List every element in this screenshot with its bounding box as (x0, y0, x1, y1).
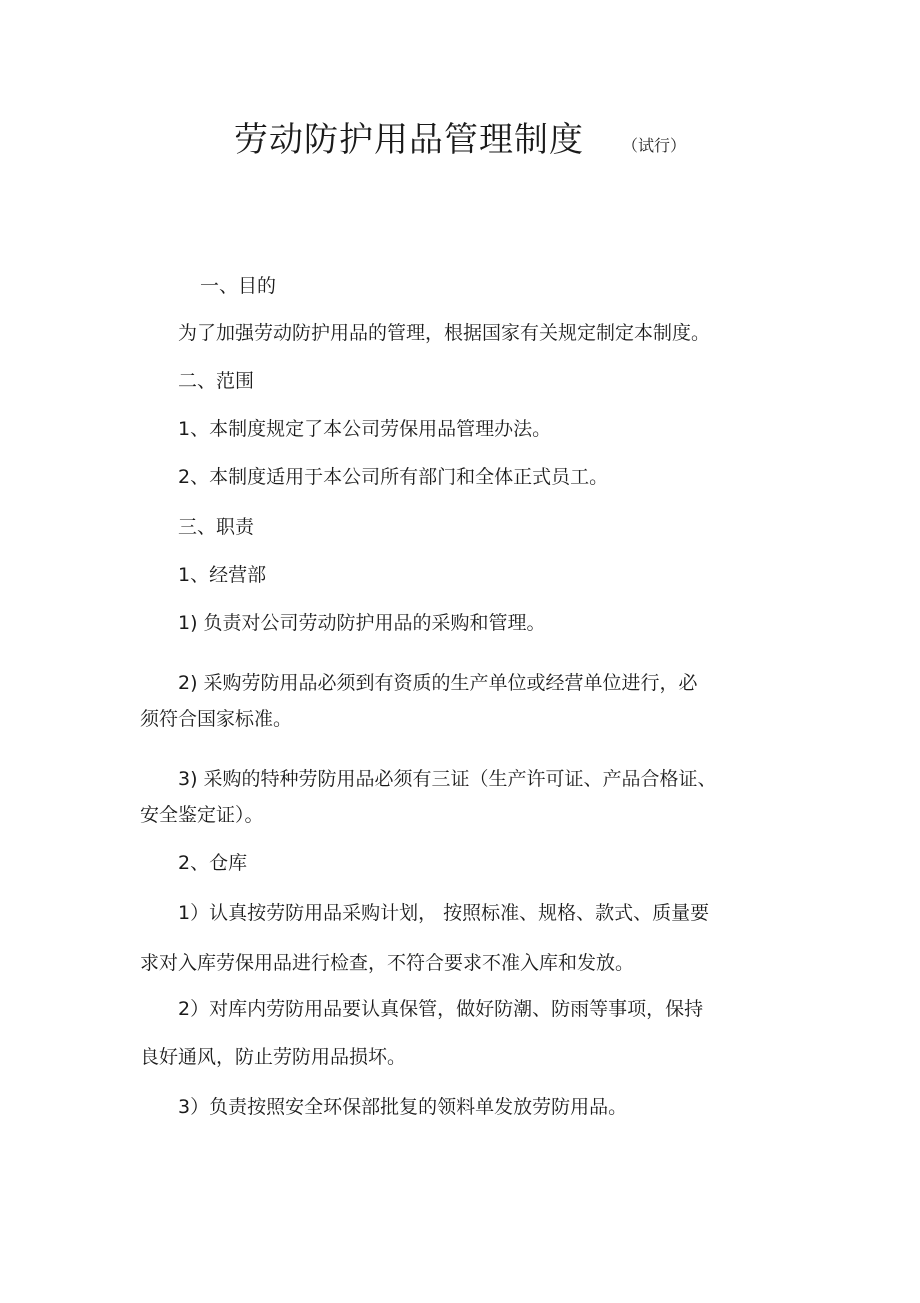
document-title: 劳动防护用品管理制度 (234, 120, 584, 160)
warehouse-item-2-cont: 良好通风，防止劳防用品损坏。 (140, 1046, 407, 1068)
scope-item-2: 2、本制度适用于本公司所有部门和全体正式员工。 (178, 466, 609, 488)
operations-item-1: 1) 负责对公司劳动防护用品的采购和管理。 (178, 612, 546, 634)
paragraph-purpose: 为了加强劳动防护用品的管理，根据国家有关规定制定本制度。 (178, 322, 711, 344)
section-heading-scope: 二、范围 (178, 370, 255, 392)
scope-item-1: 1、本制度规定了本公司劳保用品管理办法。 (178, 418, 552, 440)
warehouse-item-3: 3）负责按照安全环保部批复的领料单发放劳防用品。 (178, 1096, 628, 1118)
warehouse-item-1: 1）认真按劳防用品采购计划， 按照标准、规格、款式、质量要 (178, 902, 710, 924)
operations-item-3: 3) 采购的特种劳防用品必须有三证（生产许可证、产品合格证、 (178, 768, 717, 790)
title-note: （试行） (622, 136, 687, 155)
operations-item-2-cont: 须符合国家标准。 (140, 708, 293, 730)
operations-item-3-cont: 安全鉴定证）。 (140, 804, 264, 826)
duty-heading-operations: 1、经营部 (178, 564, 267, 586)
duty-heading-warehouse: 2、仓库 (178, 852, 248, 874)
section-heading-purpose: 一、目的 (200, 275, 277, 297)
section-heading-duties: 三、职责 (178, 516, 255, 538)
warehouse-item-2: 2）对库内劳防用品要认真保管，做好防潮、防雨等事项，保持 (178, 998, 704, 1020)
warehouse-item-1-cont: 求对入库劳保用品进行检查，不符合要求不准入库和发放。 (140, 952, 635, 974)
operations-item-2: 2) 采购劳防用品必须到有资质的生产单位或经营单位进行，必 (178, 672, 698, 694)
